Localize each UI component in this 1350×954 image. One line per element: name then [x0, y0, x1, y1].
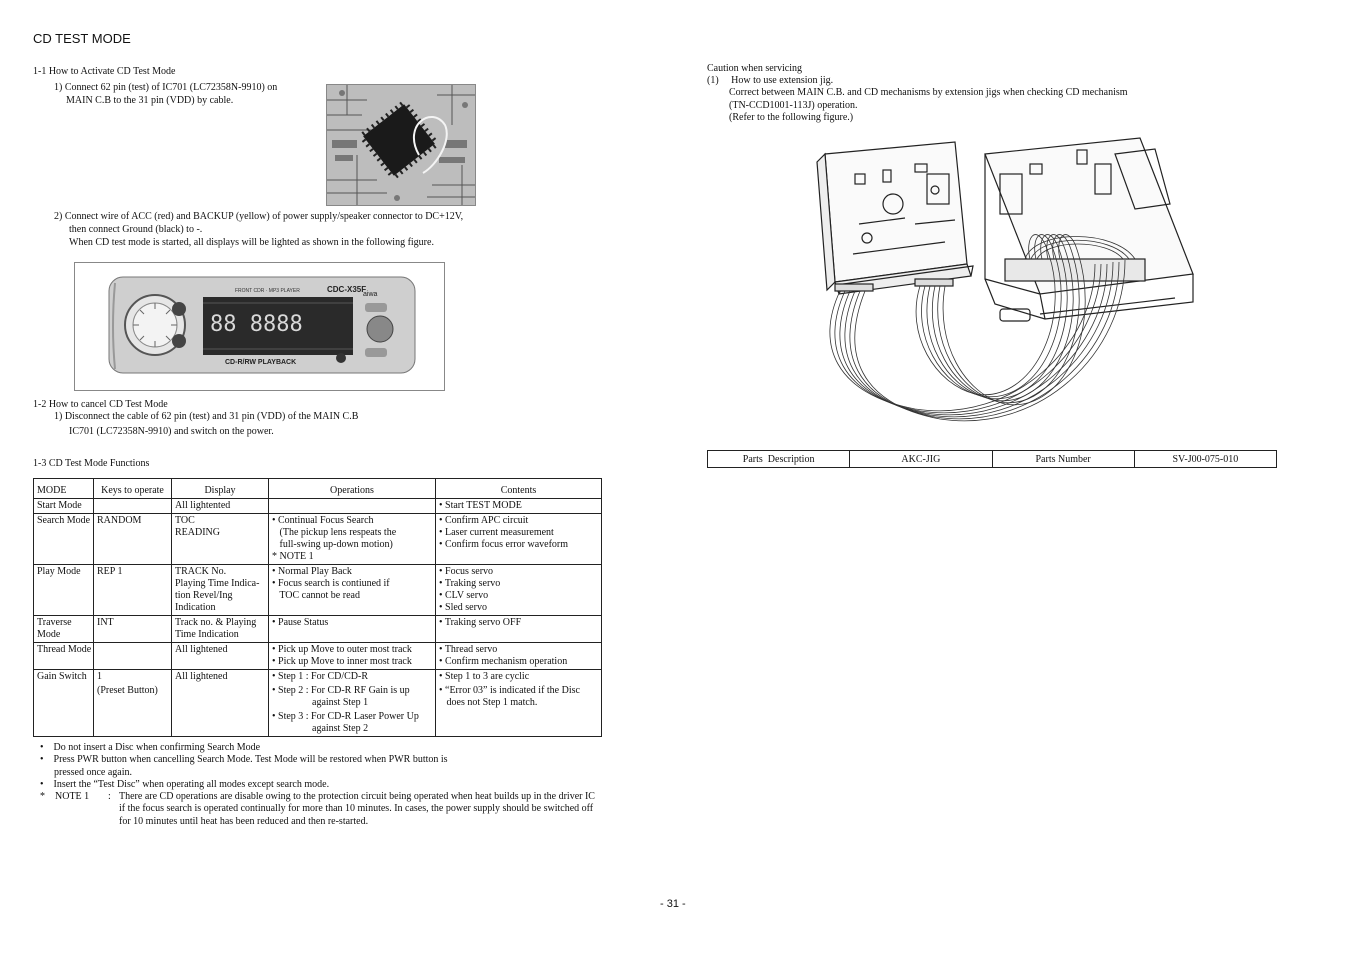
cell-contents: • Confirm APC circuit • Laser current measurement • Confirm focus error waveform	[436, 514, 602, 565]
note-4-line3: for 10 minutes until heat has been reduced and then re-started.	[119, 816, 369, 827]
parts-number-label: Parts Number	[992, 451, 1134, 468]
cell-mode: Play Mode	[34, 565, 94, 616]
cell-contents: • Traking servo OFF	[436, 616, 602, 643]
cell-display: Track no. & Playing Time Indication	[172, 616, 269, 643]
header-operations: Operations	[269, 479, 436, 499]
parts-table	[707, 450, 1277, 468]
note-1: • Do not insert a Disc when confirming Search Mode	[40, 742, 261, 753]
table-header-row	[34, 479, 602, 499]
page-title: CD TEST MODE	[33, 31, 131, 46]
table-row	[34, 565, 602, 616]
cell-mode: Traverse Mode	[34, 616, 94, 643]
step2-line1: 2) Connect wire of ACC (red) and BACKUP (yellow) of power supply/speaker connector to DC+12V,	[54, 211, 464, 222]
brand-label: aiwa	[363, 291, 378, 298]
faceplate-image	[75, 263, 444, 390]
caution-line2: Correct between MAIN C.B. and CD mechanisms by extension jigs when checking CD mechanism	[729, 87, 1128, 98]
section-1-3-heading: 1-3 CD Test Mode Functions	[33, 458, 150, 469]
note-4-colon: :	[108, 791, 111, 802]
cell-display: All lightened	[172, 670, 269, 737]
table-row	[34, 499, 602, 514]
cell-mode: Start Mode	[34, 499, 94, 514]
caution-title: Caution when servicing	[707, 63, 802, 74]
playback-label: CD-R/RW PLAYBACK	[225, 359, 297, 366]
cell-contents: • Focus servo • Traking servo • CLV servo • Sled servo	[436, 565, 602, 616]
cell-contents: • Start TEST MODE	[436, 499, 602, 514]
cell-mode: Gain Switch	[34, 670, 94, 737]
table-row	[34, 670, 602, 737]
cell-contents: • Step 1 to 3 are cyclic • “Error 03” is indicated if the Disc does not Step 1 match.	[436, 670, 602, 737]
cell-operations: • Continual Focus Search (The pickup lens respeats the full-swing up-down motion) * NOTE 1	[269, 514, 436, 565]
caution-line4: (Refer to the following figure.)	[729, 112, 854, 123]
extension-jig-figure	[795, 134, 1195, 424]
cell-keys: RANDOM	[94, 514, 172, 565]
section-1-2-heading: 1-2 How to cancel CD Test Mode	[33, 399, 168, 410]
section-1-1-heading: 1-1 How to Activate CD Test Mode	[33, 66, 176, 77]
header-contents: Contents	[436, 479, 602, 499]
cell-mode: Thread Mode	[34, 643, 94, 670]
step2-line3: When CD test mode is started, all displays will be lighted as shown in the following figure.	[69, 237, 434, 248]
cell-operations: • Pause Status	[269, 616, 436, 643]
header-display: Display	[172, 479, 269, 499]
parts-number-value: SV-J00-075-010	[1134, 451, 1276, 468]
caution-line1: (1) How to use extension jig.	[707, 75, 834, 86]
cell-mode: Search Mode	[34, 514, 94, 565]
cell-display: All lightened	[172, 643, 269, 670]
jig-drawing	[795, 134, 1195, 424]
svg-text:FRONT CDR · MP3 PLAYER: FRONT CDR · MP3 PLAYER	[235, 288, 300, 294]
cell-keys: INT	[94, 616, 172, 643]
cell-operations: • Normal Play Back • Focus search is contiuned if TOC cannot be read	[269, 565, 436, 616]
parts-description-value: AKC-JIG	[850, 451, 992, 468]
header-mode: MODE	[34, 479, 94, 499]
table-row	[34, 616, 602, 643]
cell-keys	[94, 499, 172, 514]
cell-contents: • Thread servo • Confirm mechanism operation	[436, 643, 602, 670]
table-row	[34, 514, 602, 565]
cell-keys	[94, 643, 172, 670]
note-2a: • Press PWR button when cancelling Search Mode. Test Mode will be restored when PWR button is	[40, 754, 448, 765]
cell-operations	[269, 499, 436, 514]
cell-display: TRACK No. Playing Time Indica- tion Revel/Ing Indication	[172, 565, 269, 616]
cell-keys: 1 (Preset Button)	[94, 670, 172, 737]
header-keys: Keys to operate	[94, 479, 172, 499]
model-label: CDC-X35F	[327, 285, 367, 294]
cell-display: TOC READING	[172, 514, 269, 565]
note-4-line1: There are CD operations are disable owing to the protection circuit being operated when heat builds up in the driver IC	[119, 791, 595, 802]
parts-description-label: Parts Description	[708, 451, 850, 468]
caution-line3: (TN-CCD1001-113J) operation.	[729, 100, 858, 111]
test-mode-table	[33, 478, 602, 737]
ic-board-image	[327, 85, 475, 205]
display-segments: 88 8888	[210, 312, 303, 337]
cell-operations: • Step 1 : For CD/CD-R • Step 2 : For CD-R RF Gain is up against Step 1 • Step 3 : For CD-R Laser Power Up against Step 2	[269, 670, 436, 737]
note-3: • Insert the “Test Disc” when operating all modes except search mode.	[40, 779, 330, 790]
step2-line2: then connect Ground (black) to -.	[69, 224, 203, 235]
note-2b: pressed once again.	[54, 767, 133, 778]
display-photo	[74, 262, 445, 391]
step1-line2: MAIN C.B to the 31 pin (VDD) by cable.	[66, 95, 234, 106]
note-4-line2: if the focus search is operated continually for more than 10 minutes. In cases, the power supply should be switched off	[119, 803, 594, 814]
cell-display: All lightented	[172, 499, 269, 514]
table-row	[708, 451, 1277, 468]
table-row	[34, 643, 602, 670]
cancel-line2: IC701 (LC72358N-9910) and switch on the power.	[69, 426, 274, 437]
page-number: - 31 -	[660, 898, 686, 910]
cell-operations: • Pick up Move to outer most track • Pick up Move to inner most track	[269, 643, 436, 670]
ic-photo	[326, 84, 476, 206]
note-4-label: * NOTE 1	[40, 791, 90, 802]
cell-keys: REP 1	[94, 565, 172, 616]
step1-line1: 1) Connect 62 pin (test) of IC701 (LC72358N-9910) on	[54, 82, 278, 93]
cancel-line1: 1) Disconnect the cable of 62 pin (test) and 31 pin (VDD) of the MAIN C.B	[54, 411, 359, 422]
